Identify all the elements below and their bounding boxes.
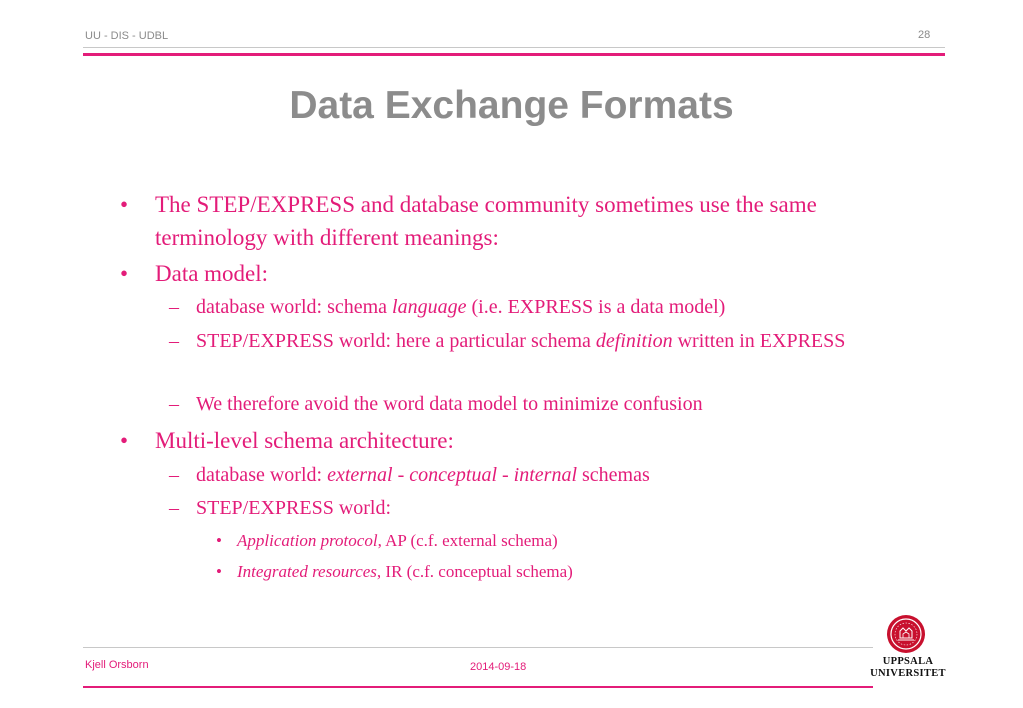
header-gray-rule [83, 47, 945, 48]
dash-marker: – [169, 296, 179, 318]
sub-bullet-text: STEP/EXPRESS world: here a particular schema [196, 330, 596, 352]
header-pink-rule [83, 53, 945, 56]
bullet-marker: • [216, 562, 222, 581]
sub-bullet-item [169, 328, 876, 355]
footer-gray-rule [83, 647, 873, 648]
sub-bullet-text: database world: schema [196, 296, 393, 318]
university-name-line1: UPPSALA [882, 656, 934, 667]
dash-marker: – [169, 393, 179, 415]
university-name-line2: UNIVERSITET [870, 668, 946, 679]
footer-author: Kjell Orsborn [85, 659, 149, 671]
bullet-marker: • [120, 428, 129, 453]
sub-bullet-item [169, 495, 876, 522]
dash-marker: – [169, 464, 179, 486]
footer-pink-rule [83, 686, 873, 688]
sub-bullet-item [169, 294, 876, 321]
sub-bullet-text: We therefore avoid the word data model to minimize confusion [196, 393, 703, 415]
sub-sub-bullet-text: , IR (c.f. conceptual schema) [376, 562, 573, 581]
emphasis-text: external - conceptual - internal [327, 464, 577, 486]
emphasis-text: language [392, 296, 467, 318]
sub-bullet-text: written in EXPRESS [672, 330, 846, 352]
bullet-item [120, 424, 875, 457]
sub-bullet-text: schemas [577, 464, 650, 486]
sub-bullet-text: (i.e. EXPRESS is a data model) [466, 296, 726, 318]
bullet-marker: • [216, 531, 222, 550]
page-number: 28 [918, 29, 931, 41]
bullet-item [120, 188, 875, 254]
emphasis-text: Application protocol [237, 531, 378, 550]
bullet-marker: • [120, 261, 129, 286]
slide-title: Data Exchange Formats [289, 84, 734, 127]
bullet-item [120, 257, 875, 290]
emphasis-text: Integrated resources [237, 562, 377, 581]
sub-sub-bullet-item [216, 530, 857, 552]
bullet-text: Multi-level schema architecture: [155, 428, 454, 453]
sub-bullet-item [169, 391, 876, 418]
sub-bullet-text: database world: [196, 464, 328, 486]
bullet-text: The STEP/EXPRESS and database community sometimes use the same terminology with different meanings: [155, 192, 817, 250]
sub-sub-bullet-item [216, 561, 857, 583]
bullet-text: Data model: [155, 261, 269, 286]
sub-bullet-item [169, 462, 876, 489]
bullet-marker: • [120, 192, 129, 217]
sub-sub-bullet-text: , AP (c.f. external schema) [377, 531, 558, 550]
uppsala-university-seal-icon [886, 614, 926, 654]
header-text: UU - DIS - UDBL [85, 30, 169, 42]
emphasis-text: definition [595, 330, 673, 352]
sub-bullet-text: STEP/EXPRESS world: [196, 497, 392, 519]
university-name [866, 656, 950, 680]
dash-marker: – [169, 330, 179, 352]
footer-date: 2014-09-18 [470, 661, 527, 673]
dash-marker: – [169, 497, 179, 519]
